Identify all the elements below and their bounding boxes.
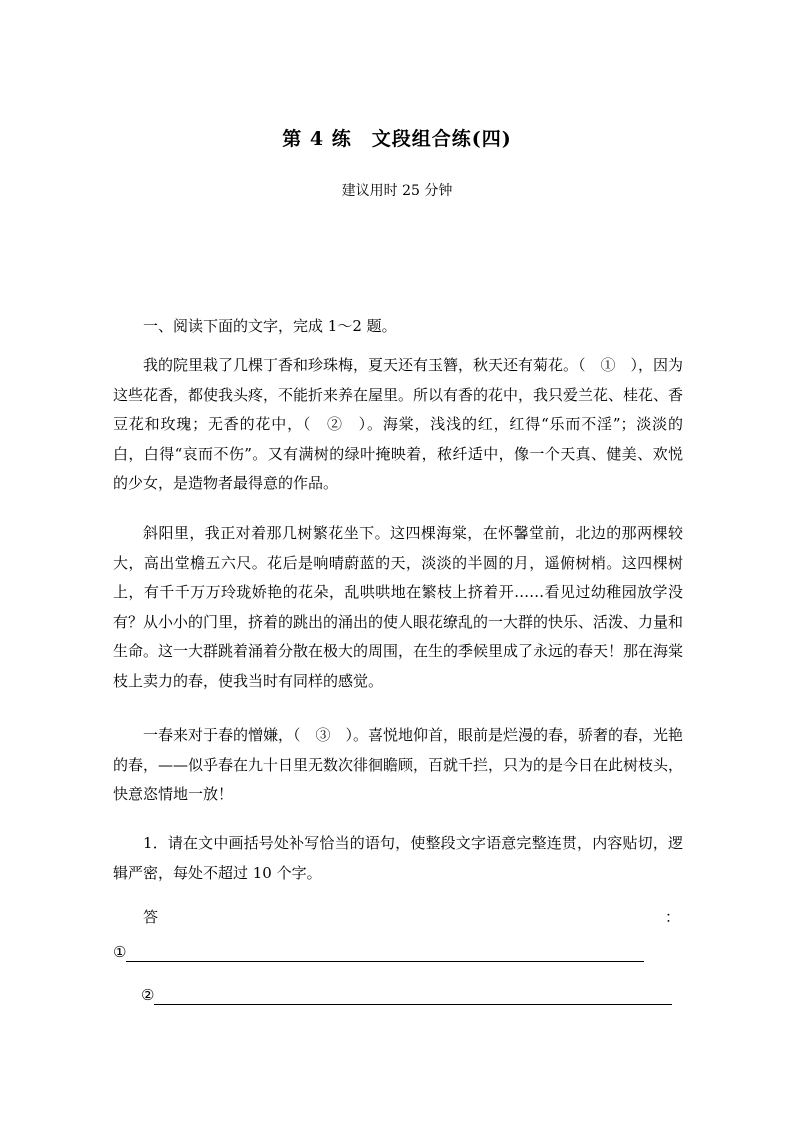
time-suggestion: 建议用时 25 分钟 (341, 183, 453, 199)
question-1: 1．请在文中画括号处补写恰当的语句，使整段文字语意完整连贯，内容贴切，逻辑严密，每处不超过 10 个字。 (113, 834, 683, 882)
passage-paragraph-1: 我的院里栽了几棵丁香和珍珠梅，夏天还有玉簪，秋天还有菊花。（ ① ），因为这些花香，都使我头疼，不能折来养在屋里。所以有香的花中，我只爱兰花、桂花、香豆花和玫瑰；无香的花中，（ ② ）。海棠，浅浅的红，红得“乐而不淫”；淡淡的白，白得“哀而不伤”。又有满树的绿叶掩映着，秾纤适中，像一个天真、健美、欢悦的少女，是造物者最得意的作品。 (113, 356, 684, 492)
answer-blank-2[interactable] (141, 985, 672, 1005)
blank-number-2: ② (141, 986, 155, 1004)
answer-line-2[interactable] (154, 988, 672, 1005)
page-title: 第 4 练 文段组合练(四) (282, 128, 512, 150)
answer-line-1[interactable] (126, 945, 644, 962)
answer-label: 答 (143, 908, 159, 926)
answer-blank-1[interactable] (113, 942, 644, 962)
answer-colon: ： (665, 908, 681, 926)
passage-paragraph-3: 一春来对于春的憎嫌，（ ③ ）。喜悦地仰首，眼前是烂漫的春，骄奢的春，光艳的春，——似乎春在九十日里无数次徘徊瞻顾，百就千拦，只为的是今日在此树枝头，快意恣情地一放！ (113, 726, 684, 803)
section-heading: 一、阅读下面的文字，完成 1～2 题。 (143, 317, 397, 335)
passage-paragraph-2: 斜阳里，我正对着那几树繁花坐下。这四棵海棠，在怀馨堂前，北边的那两棵较大，高出堂檐五六尺。花后是响晴蔚蓝的天，淡淡的半圆的月，遥俯树梢。这四棵树上，有千千万万玲珑娇艳的花朵，乱哄哄地在繁枝上挤着开……看见过幼稚园放学没有？从小小的门里，挤着的跳出的涌出的使人眼花缭乱的一大群的快乐、活泼、力量和生命。这一大群跳着涌着分散在极大的周围，在生的季候里成了永远的春天！那在海棠枝上卖力的春，使我当时有同样的感觉。 (113, 524, 684, 690)
blank-number-1: ① (113, 943, 127, 961)
